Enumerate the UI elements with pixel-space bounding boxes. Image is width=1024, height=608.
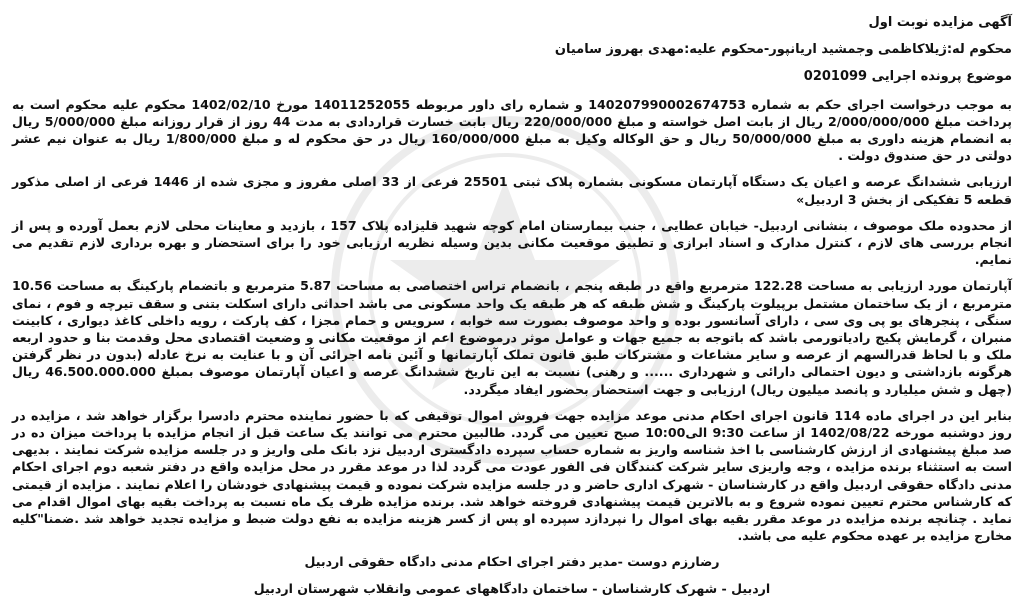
inspection-paragraph: از محدوده ملک موصوف ، بنشانی اردبیل- خیابان عطایی ، جنب بیمارستان امام کوچه شهید قلیزاده پلاک 157 ، بازدید و معاینات محلی لازم بعمل آورده و پس از انجام بررسی های لازم ، کنترل مدارک و اسناد ابرازی و تطبیق موقعیت مکانی بدین وسیله نظریه ارزیابی خود را برای استحضار و بهره برداری لازم تقدیم می نمایم. [12, 217, 1013, 268]
signature-line: رضارزم دوست -مدیر دفتر اجرای احکام مدنی دادگاه حقوقی اردبیل [304, 554, 720, 570]
apartment-description-paragraph: آپارتمان مورد ارزیابی به مساحت 122.28 مترمربع واقع در طبقه پنجم ، بانضمام تراس اختصاصی به مساحت 5.87 مترمربع و باتضمام پارکینگ به مساحت 10.56 مترمربع ، از یک ساختمان مشتمل برپیلوت پارکینگ و شش طبقه که هر طبقه یک واحد مسکونی می باشد احداثی دارای اسکلت بتنی و سقف تیرچه و فوم ، نمای سنگی ، پنجرهای یو پی وی سی ، دارای آسانسور بوده و واحد موصوف بصورت سه خوابه ، سرویس و حمام مجزا ، کف پارکت ، رویه داخلی کاغذ دیواری ، کابینت منبران ، گرمایش پکیج رادیاتورمی باشد که باتوجه به جمیع جهات و عوامل موثر درموضوع اعم از موقعیت مکانی و وضعیت اقتصادی محل وقدمت بنا و حدود اربعه ملک و با لحاظ قدرالسهم از عرصه و سایر مشاعات و مشترکات طبق قانون تملک آپارتمانها و آئین نامه اجرائی آن و با عنایت به نرخ عادله (بدون در نظر گرفتن هرگونه بازداشتی و دیون احتمالی دارائی و شهرداری ...... و رهنی) نسبت به این تاریخ ششدانگ عرصه و اعیان آپارتمان موصوف بمبلغ 46.500.000.000 ریال (چهل و شش میلیارد و پانصد میلیون ریال) ارزیابی و جهت استحضار بحضور ایفاد میگردد. [12, 278, 1012, 397]
case-subject: موضوع پرونده اجرایی 0201099 [803, 69, 1012, 85]
parties-line: محکوم له:ژیلاکاظمی وجمشید اریانپور-محکوم علیه:مهدی بهروز سامیان [554, 42, 1012, 58]
address-line: اردبیل - شهرک کارشناسان - ساختمان دادگاههای عمومی وانقلاب شهرستان اردبیل [253, 581, 771, 597]
notice-title: آگهی مزایده نوبت اول [868, 15, 1012, 30]
judgment-paragraph: به موجب درخواست اجرای حکم به شماره 140207990002674753 و شماره رای داور مربوطه 14011252055 مورخ 1402/02/10 محکوم علیه محکوم است به پرداخت مبلغ 2/000/000/000 ریال از بابت اصل خواسته و مبلغ 220/000/000 ریال بابت خسارت قراردادی به مدت 44 روز از قرار روزانه مبلغ 5/000/000 ریال به انضمام هزینه داوری به مبلغ 50/000/000 ریال و حق الوکاله وکیل به مبلغ 160/000/000 ریال در حق محکوم له و مبلغ 1/800/000 ریال به عنوان نیم عشر دولتی در حق صندوق دولت . [12, 96, 1013, 164]
auction-notice [12, 8, 1012, 604]
auction-terms-paragraph: بنابر این در اجرای ماده 114 قانون اجرای احکام مدنی موعد مزایده جهت فروش اموال توقیفی که با حضور نماینده محترم دادسرا برگزار خواهد شد ، مزایده در روز دوشنبه مورخه 1402/08/22 از ساعت 9:30 الی10:00 صبح تعیین می گردد. طالبین محترم می توانند یک ساعت قبل از انجام مزایده با پرداخت میزان ده در صد مبلغ پیشنهادی از ارزش کارشناسی با اخذ شناسه واریز به شماره حساب سپرده دادگستری اردبیل نزد بانک ملی واریز و در جلسه مزایده شرکت نمایند . بدیهی است به استثناء برنده مزایده ، وجه واریزی سایر شرکت کنندگان فی الفور عودت می گردد لذا در موعد مقرر در محل مزایده واقع در دفتر شعبه دوم اجرای احکام مدنی دادگاه حقوقی اردبیل واقع در کارشناسان - شهرک اداری حاضر و در جلسه مزایده شرکت نموده و قیمت پیشنهادی خودشان را اعلام نمایند . مزایده از قیمتی که کارشناس محترم تعیین نموده شروع و به بالاترین قیمت پیشنهادی فروخته خواهد شد. برنده مزایده ظرف یک ماه نسبت به پرداخت بقیه بهای اموال اقدام می نماید . چنانچه برنده مزایده در موعد مقرر بقیه بهای اموال را نپردازد سپرده او پس از کسر هزینه مزایده به نفع دولت ضبط و مزایده تجدید خواهد شد .ضمنا"کلیه مخارج مزایده بر عهده محکوم علیه می باشد. [12, 407, 1012, 544]
appraisal-subject-paragraph: ارزیابی ششدانگ عرصه و اعیان یک دستگاه آپارتمان مسکونی بشماره پلاک ثبتی 25501 فرعی از 33 اصلی مفروز و مجزی شده از 1446 فرعی از اصلی مذکور قطعه 5 تفکیکی از بخش 3 اردبیل» [12, 174, 1012, 207]
